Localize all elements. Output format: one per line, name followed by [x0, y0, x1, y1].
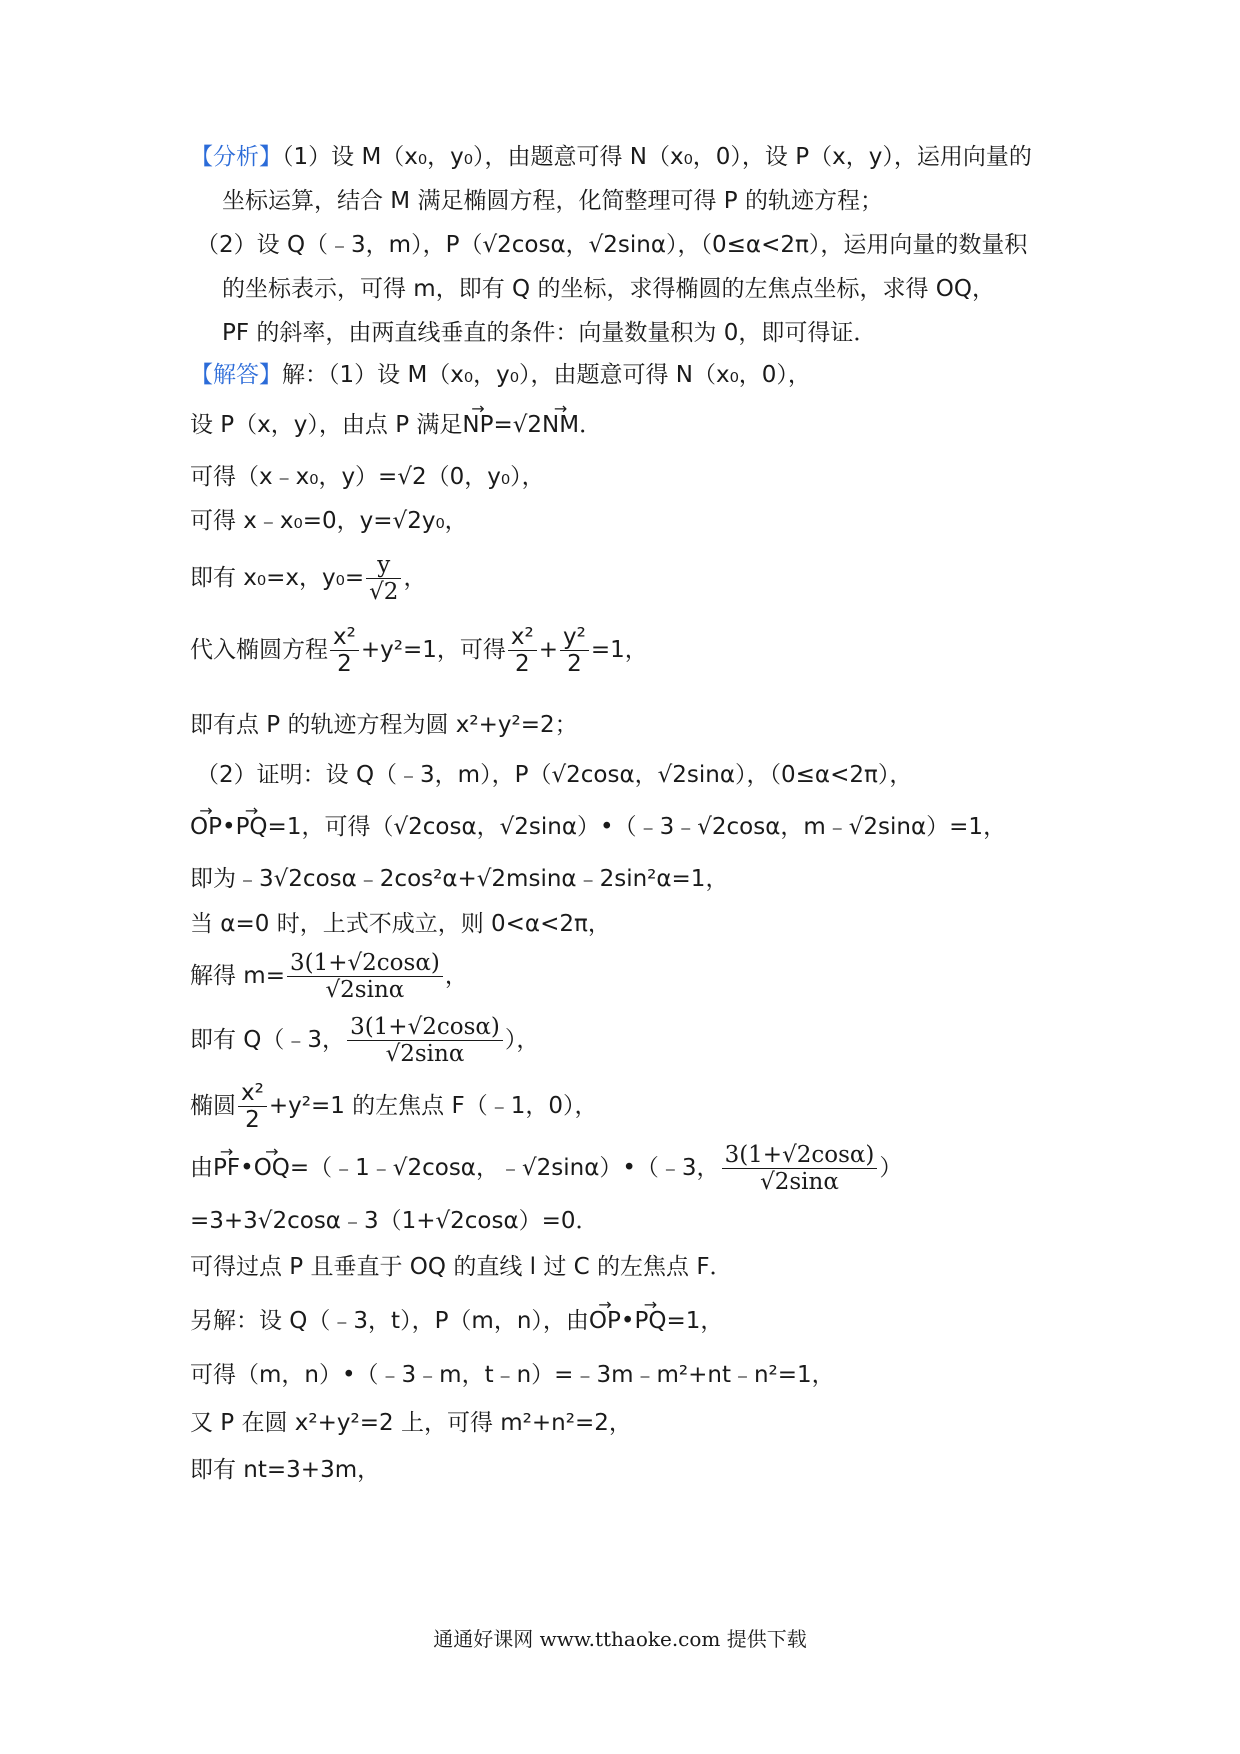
solution-line-13: 即有 Q（﹣3， $\frac{3(1+√2\cos\alpha)}{√2\sin\alpha}$ ）， [190, 1013, 540, 1067]
solution-line-19: 可得（m，n）•（﹣3﹣m，t﹣n）=﹣3m﹣m²+nt﹣n²=1， [190, 1362, 835, 1388]
analysis-line-4: 的坐标表示，可得 m，即有 Q 的坐标，求得椭圆的左焦点坐标，求得 OQ， [222, 276, 995, 302]
vector-op: → OP [190, 812, 222, 842]
fraction: $\frac{3(1+√2\cos\alpha)}{√2\sin\alpha}$ [287, 951, 443, 1002]
vector-op: → OP [589, 1306, 621, 1336]
fraction: $\frac{\text{y²}}{2}$ [560, 625, 589, 676]
vector-np: → NP [462, 410, 493, 440]
solution-tag: 【解答】 [190, 362, 282, 388]
fraction: $\frac{\text{x²}}{2}$ [238, 1081, 267, 1132]
solution-line-10: 即为﹣3√2cosα﹣2cos²α+√2msinα﹣2sin²α=1， [190, 866, 729, 892]
solution-line-2: 设 P（x，y），由点 P 满足→ NP=√2→ NM． [190, 410, 602, 440]
solution-line-8: （2）证明：设 Q（﹣3，m），P（√2cosα，√2sinα），（0≤α<2π）， [196, 762, 913, 788]
solution-line-1: 【解答】解：（1）设 M（x₀，y₀），由题意可得 N（x₀，0）， [190, 362, 811, 388]
solution-line-14: 椭圆 $\frac{\text{x²}}{2}$ +y²=1 的左焦点 F（﹣1，0）， [190, 1079, 598, 1133]
fraction: $\frac{3(1+√2\cos\alpha)}{√2\sin\alpha}$ [347, 1015, 503, 1066]
analysis-line-1: 【分析】（1）设 M（x₀，y₀），由题意可得 N（x₀，0），设 P（x，y），运用向量的 [190, 144, 1032, 170]
solution-line-3: 可得（x﹣x₀，y）=√2（0，y₀）， [190, 464, 545, 490]
solution-line-11: 当 α=0 时，上式不成立，则 0<α<2π， [190, 911, 611, 937]
analysis-line-2: 坐标运算，结合 M 满足椭圆方程，化简整理可得 P 的轨迹方程； [222, 188, 883, 214]
solution-line-9: → OP•→ PQ=1，可得（√2cosα，√2sinα）•（﹣3﹣√2cosα，m﹣√2sinα）=1， [190, 812, 1006, 842]
vector-pf: → PF [213, 1138, 240, 1198]
analysis-line-5: PF 的斜率，由两直线垂直的条件：向量数量积为 0，即可得证． [222, 320, 877, 346]
vector-pq: → PQ [634, 1306, 666, 1336]
solution-line-7: 即有点 P 的轨迹方程为圆 x²+y²=2； [190, 712, 578, 738]
solution-line-21: 即有 nt=3+3m， [190, 1457, 381, 1483]
solution-line-16: =3+3√2cosα﹣3（1+√2cosα）=0． [190, 1208, 599, 1234]
analysis-tag: 【分析】 [190, 144, 282, 170]
solution-line-18: 另解：设 Q（﹣3，t），P（m，n），由→ OP•→ PQ=1， [190, 1306, 723, 1336]
solution-line-4: 可得 x﹣x₀=0，y=√2y₀， [190, 508, 468, 534]
solution-line-15: 由→ PF•→ OQ=（﹣1﹣√2cosα，﹣√2sinα）•（﹣3， $\frac{3(1+√2\cos\alpha)}{√2\sin\alpha}$ ） [190, 1138, 902, 1198]
solution-line-17: 可得过点 P 且垂直于 OQ 的直线 l 过 C 的左焦点 F． [190, 1254, 733, 1280]
fraction: $\frac{y}{√2}$ [366, 553, 401, 604]
solution-line-5: 即有 x₀=x，y₀= $\frac{y}{√2}$ ， [190, 551, 427, 605]
solution-line-6: 代入椭圆方程 $\frac{\text{x²}}{2}$ +y²=1，可得 $\frac{\text{x²}}{2}$ + $\frac{\text{y²}}{2}$ =1， [190, 623, 648, 677]
solution-line-12: 解得 m= $\frac{3(1+√2\cos\alpha)}{√2\sin\alpha}$ ， [190, 949, 468, 1003]
fraction: $\frac{\text{x²}}{2}$ [508, 625, 537, 676]
fraction: $\frac{\text{x²}}{2}$ [330, 625, 359, 676]
solution-line-20: 又 P 在圆 x²+y²=2 上，可得 m²+n²=2， [190, 1410, 632, 1436]
vector-nm: → NM [542, 410, 579, 440]
vector-oq: → OQ [254, 1138, 290, 1198]
fraction: $\frac{3(1+√2\cos\alpha)}{√2\sin\alpha}$ [722, 1143, 878, 1194]
footer-credit: 通通好课网 www.tthaoke.com 提供下载 [433, 1627, 807, 1651]
analysis-line-3: （2）设 Q（﹣3，m），P（√2cosα，√2sinα），（0≤α<2π），运用向量的数量积 [196, 232, 1028, 258]
vector-pq: → PQ [236, 812, 268, 842]
